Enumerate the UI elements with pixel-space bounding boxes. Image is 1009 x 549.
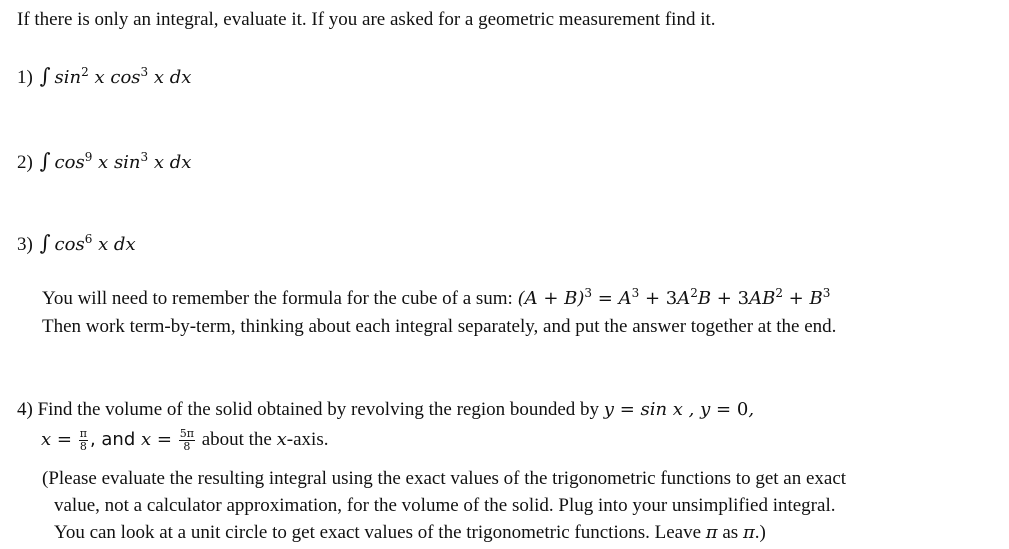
exponent: 3 <box>140 150 149 164</box>
exponent: 2 <box>81 65 89 79</box>
hint-line-2: Then work term-by-term, thinking about each integral separately, and put the answer together at the end. <box>42 316 837 337</box>
integrand-tail: x dx <box>153 67 192 88</box>
function-name: sin <box>54 67 82 88</box>
integral-sign: ∫ <box>39 149 51 173</box>
problem-4-line-2: x = $\frac{\pi}{8}$ , and x = $\frac{5\pi}{8}$ about the x-axis. <box>41 427 329 454</box>
about-text: about the <box>196 429 277 450</box>
function-name: cos <box>54 152 85 173</box>
axis-suffix: -axis. <box>286 429 329 450</box>
problem-2: 2) ∫ $\cos^9 x$ $\sin^3 x$ dx <box>17 149 192 173</box>
note-line-3: You can look at a unit circle to get exact values of the trigonometric functions. Leave π as π.) <box>54 522 766 543</box>
problem-number: 3) <box>17 234 33 255</box>
pi-symbol: π <box>742 522 755 543</box>
and-text: , and <box>89 429 141 450</box>
problem-number: 2) <box>17 152 33 173</box>
hint-line-1 <box>42 287 830 311</box>
exponent: 3 <box>140 65 149 79</box>
pi-symbol: π <box>705 522 718 543</box>
cube-formula: $(A + B)^3 = A^3 + 3A^2B + 3AB^2 + B^3$ <box>517 286 831 309</box>
function-name: cos <box>54 234 85 255</box>
instructions-header: If there is only an integral, evaluate it. If you are asked for a geometric measurement find it. <box>17 9 716 30</box>
problem-4-text: 4) Find the volume of the solid obtained by revolving the region bounded by <box>17 399 604 420</box>
fraction-5pi-over-8: $\frac{5\pi}{8}$ <box>179 427 194 454</box>
problem-1: 1) ∫ $\sin^2 x$ $\cos^3 x$ dx <box>17 64 192 88</box>
axis-variable: x <box>276 429 287 450</box>
function-name: sin <box>113 152 141 173</box>
function-name: cos <box>110 67 141 88</box>
problem-4-line-1 <box>17 398 754 422</box>
integral-sign: ∫ <box>39 231 51 255</box>
note-line-2: value, not a calculator approximation, for the volume of the solid. Plug into your unsimplified integral. <box>54 495 836 516</box>
problem-3 <box>17 231 136 257</box>
exponent: 9 <box>84 150 93 164</box>
hint-text: You will need to remember the formula for the cube of a sum: <box>42 288 518 309</box>
fraction-pi-over-8: $\frac{\pi}{8}$ <box>79 427 87 454</box>
integral-sign: ∫ <box>39 64 51 88</box>
exponent: 6 <box>84 232 93 246</box>
integrand-tail: x dx <box>98 234 136 255</box>
problem-number: 1) <box>17 67 33 88</box>
bound-equations: y = sin x , y = 0, <box>603 399 755 420</box>
note-line-1: (Please evaluate the resulting integral using the exact values of the trigonometric functions to get an exact <box>42 468 847 489</box>
integrand-tail: x dx <box>153 152 192 173</box>
